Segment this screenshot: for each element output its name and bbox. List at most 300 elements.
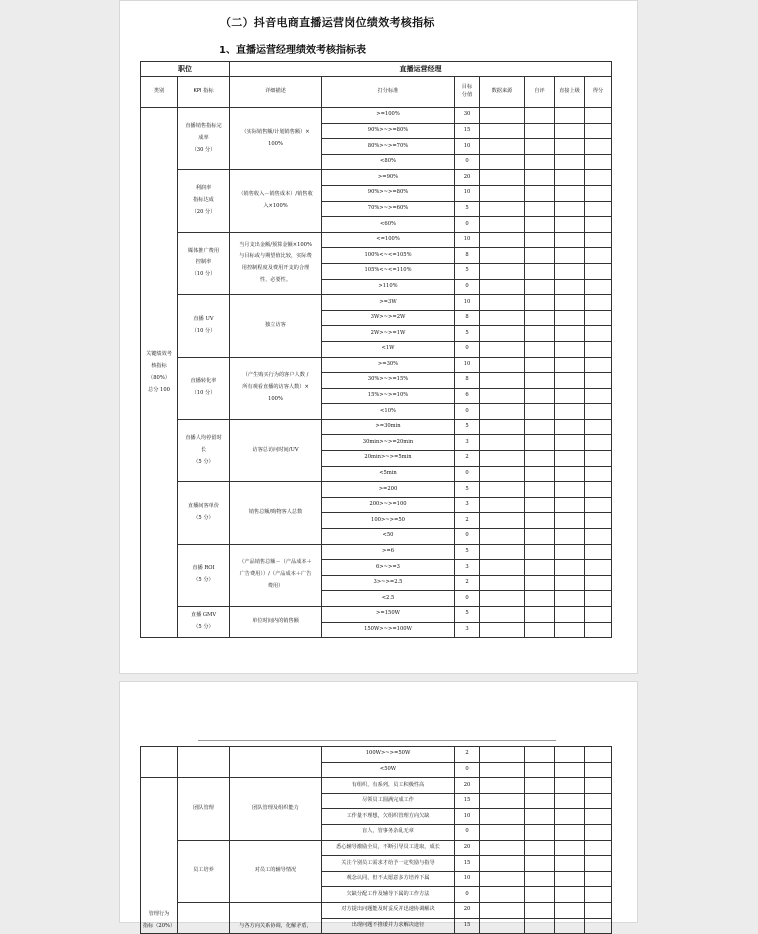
superior-eval-cell [555, 419, 585, 435]
scoring-criterion: <1W [322, 341, 455, 357]
self-eval-cell [525, 435, 555, 451]
scoring-criterion: 100>~>=50 [322, 513, 455, 529]
self-eval-cell [525, 341, 555, 357]
data-source-cell [480, 201, 525, 217]
scoring-criterion: 盲人，管事务杂乱无章 [322, 824, 455, 840]
kpi-name-text: 利润率 [195, 185, 212, 192]
score-cell [585, 185, 612, 201]
scoring-criterion: 欠缺分配工作及辅导下属的工作方法 [322, 887, 455, 903]
table-row [141, 170, 612, 186]
score-cell [585, 232, 612, 248]
self-eval-cell [525, 279, 555, 295]
kpi-description-text: 销售总额/购物客人总数 [248, 508, 303, 515]
kpi-name-text: 长 [200, 446, 207, 453]
score-cell [585, 170, 612, 186]
data-source-cell [480, 762, 525, 778]
column-header-kpi: KPI 指标 [178, 77, 230, 108]
kpi-name-text: 直播人均停留时 [185, 434, 222, 441]
table-row [141, 357, 612, 373]
scoring-criterion: 观念认同，但不太愿意多方培养下属 [322, 871, 455, 887]
scoring-criterion: >=30min [322, 419, 455, 435]
kpi-name-text: （5 分） [193, 624, 214, 631]
score-cell [585, 357, 612, 373]
target-score: 10 [455, 232, 480, 248]
self-eval-cell [525, 918, 555, 934]
kpi-description-text: （销售收入－销售成本）/销售收 [238, 191, 313, 198]
kpi-name-cell [178, 607, 230, 638]
self-eval-cell [525, 778, 555, 794]
superior-eval-cell [555, 824, 585, 840]
data-source-cell [480, 217, 525, 233]
kpi-description-text: 访客总访问时间/UV [252, 446, 299, 453]
self-eval-cell [525, 248, 555, 264]
target-score: 20 [455, 840, 480, 856]
self-eval-cell [525, 295, 555, 311]
kpi-name-cell [178, 295, 230, 357]
scoring-criterion: <=100% [322, 232, 455, 248]
column-header-scoring: 打分标准 [322, 77, 455, 108]
superior-eval-cell [555, 185, 585, 201]
kpi-name-text: 直播 ROI [192, 565, 215, 572]
target-score: 2 [455, 513, 480, 529]
self-eval-cell [525, 591, 555, 607]
scoring-criterion: 2W>~>=1W [322, 326, 455, 342]
superior-eval-cell [555, 856, 585, 872]
kpi-name-text: （10 分） [191, 271, 216, 278]
table-row [141, 840, 612, 856]
kpi-description-text: （实际销售额/计划销售额）× [241, 128, 310, 135]
target-score: 0 [455, 529, 480, 545]
self-eval-cell [525, 887, 555, 903]
data-source-cell [480, 824, 525, 840]
category-text: 总分 100 [148, 386, 170, 393]
target-score: 2 [455, 451, 480, 467]
column-header-data-source: 数据来源 [480, 77, 525, 108]
self-eval-cell [525, 419, 555, 435]
data-source-cell [480, 435, 525, 451]
data-source-cell [480, 170, 525, 186]
scoring-criterion: >=6 [322, 544, 455, 560]
target-score: 0 [455, 466, 480, 482]
scoring-criterion: <2.5 [322, 591, 455, 607]
self-eval-cell [525, 466, 555, 482]
score-cell [585, 263, 612, 279]
table-row [141, 419, 612, 435]
data-source-cell [480, 778, 525, 794]
data-source-cell [480, 326, 525, 342]
data-source-cell [480, 341, 525, 357]
target-score: 0 [455, 154, 480, 170]
target-score: 0 [455, 279, 480, 295]
target-score: 20 [455, 170, 480, 186]
target-score: 5 [455, 482, 480, 498]
table-row [141, 778, 612, 794]
kpi-name-text: （10 分） [191, 327, 216, 334]
kpi-description-text: 单位时间内的销售额 [252, 618, 299, 625]
kpi-description-cell [230, 778, 322, 840]
data-source-cell [480, 482, 525, 498]
self-eval-cell [525, 544, 555, 560]
kpi-description-text: 团队管理及组织能力 [252, 804, 299, 811]
score-cell [585, 404, 612, 420]
kpi-name-cell [178, 419, 230, 481]
target-score: 0 [455, 217, 480, 233]
self-eval-cell [525, 123, 555, 139]
superior-eval-cell [555, 793, 585, 809]
superior-eval-cell [555, 435, 585, 451]
superior-eval-cell [555, 622, 585, 638]
column-header-superior: 直接上级 [555, 77, 585, 108]
scoring-criterion: <50W [322, 762, 455, 778]
data-source-cell [480, 591, 525, 607]
kpi-name-text: （30 分） [191, 146, 216, 153]
category-text: 关键绩效考 [146, 350, 172, 357]
category-text: 管理行为 [148, 911, 170, 918]
data-source-cell [480, 295, 525, 311]
target-score: 0 [455, 404, 480, 420]
target-score: 15 [455, 856, 480, 872]
superior-eval-cell [555, 451, 585, 467]
table-row [141, 232, 612, 248]
self-eval-cell [525, 482, 555, 498]
data-source-cell [480, 809, 525, 825]
table-row [141, 747, 612, 763]
data-source-cell [480, 139, 525, 155]
kpi-table [140, 61, 612, 638]
kpi-description-text: （产生购买行为的客户人数 / [242, 372, 309, 379]
superior-eval-cell [555, 482, 585, 498]
superior-eval-cell [555, 747, 585, 763]
table-row [141, 482, 612, 498]
kpi-description-text: 对员工的辅导情况 [254, 867, 297, 874]
section-title: （二）抖音电商直播运营岗位绩效考核指标 [220, 16, 435, 29]
kpi-description-cell [230, 232, 322, 294]
superior-eval-cell [555, 591, 585, 607]
data-source-cell [480, 263, 525, 279]
superior-eval-cell [555, 404, 585, 420]
kpi-name-cell [178, 747, 230, 778]
target-score: 0 [455, 887, 480, 903]
kpi-name-text: 直播转化率 [190, 378, 217, 385]
kpi-name-text: 指标达成 [193, 197, 214, 204]
scoring-criterion: >=90% [322, 170, 455, 186]
kpi-description-cell [230, 419, 322, 481]
score-cell [585, 482, 612, 498]
data-source-cell [480, 310, 525, 326]
scoring-criterion: 100W>~>=50W [322, 747, 455, 763]
kpi-description-text: 与各方向关系协调，化解矛盾， [239, 923, 312, 930]
scoring-criterion: <80% [322, 154, 455, 170]
data-source-cell [480, 154, 525, 170]
superior-eval-cell [555, 560, 585, 576]
superior-eval-cell [555, 918, 585, 934]
column-header-score: 得分 [585, 77, 612, 108]
score-cell [585, 497, 612, 513]
scoring-criterion: <10% [322, 404, 455, 420]
scoring-criterion: >=30% [322, 357, 455, 373]
kpi-name-text: 控制率 [195, 259, 212, 266]
scoring-criterion: <60% [322, 217, 455, 233]
target-score: 15 [455, 793, 480, 809]
data-source-cell [480, 373, 525, 389]
score-cell [585, 201, 612, 217]
superior-eval-cell [555, 326, 585, 342]
data-source-cell [480, 560, 525, 576]
score-cell [585, 887, 612, 903]
kpi-description-cell [230, 544, 322, 606]
document-page-1 [119, 0, 638, 674]
score-cell [585, 918, 612, 934]
kpi-name-cell [178, 778, 230, 840]
table-row [141, 295, 612, 311]
scoring-criterion: 80%>~>=70% [322, 139, 455, 155]
score-cell [585, 575, 612, 591]
score-cell [585, 451, 612, 467]
kpi-description-text: 用控制程度及费用开支的合理 [241, 265, 310, 272]
scoring-criterion: 悉心辅导激励全员，不断引导员工进取，成长 [322, 840, 455, 856]
target-score: 6 [455, 388, 480, 404]
score-cell [585, 591, 612, 607]
kpi-name-cell [178, 840, 230, 902]
target-score: 8 [455, 373, 480, 389]
column-header-category: 类别 [141, 77, 178, 108]
kpi-description-text: 100% [268, 396, 283, 403]
scoring-criterion: 关注个别员工需求才给予一定奖励与指导 [322, 856, 455, 872]
superior-eval-cell [555, 170, 585, 186]
superior-eval-cell [555, 123, 585, 139]
data-source-cell [480, 918, 525, 934]
position-label: 职位 [141, 62, 230, 77]
superior-eval-cell [555, 840, 585, 856]
column-header-description: 详细描述 [230, 77, 322, 108]
kpi-name-cell [178, 357, 230, 419]
self-eval-cell [525, 793, 555, 809]
score-cell [585, 139, 612, 155]
kpi-name-cell [178, 170, 230, 232]
score-cell [585, 373, 612, 389]
superior-eval-cell [555, 544, 585, 560]
kpi-name-text: 直播销售指标完 [185, 122, 222, 129]
category-cell [141, 778, 178, 934]
scoring-criterion: 200>~>=100 [322, 497, 455, 513]
column-header-self-eval: 自评 [525, 77, 555, 108]
kpi-description-text: 入×100% [263, 203, 288, 210]
scoring-criterion: 有组织，有系列，员工积极性高 [322, 778, 455, 794]
target-score: 0 [455, 341, 480, 357]
target-score: 30 [455, 108, 480, 124]
target-score: 5 [455, 544, 480, 560]
target-score: 5 [455, 419, 480, 435]
superior-eval-cell [555, 373, 585, 389]
superior-eval-cell [555, 139, 585, 155]
self-eval-cell [525, 871, 555, 887]
table-row [141, 108, 612, 124]
data-source-cell [480, 185, 525, 201]
score-cell [585, 341, 612, 357]
data-source-cell [480, 108, 525, 124]
score-cell [585, 840, 612, 856]
self-eval-cell [525, 560, 555, 576]
score-cell [585, 295, 612, 311]
target-score: 10 [455, 185, 480, 201]
superior-eval-cell [555, 263, 585, 279]
self-eval-cell [525, 201, 555, 217]
self-eval-cell [525, 824, 555, 840]
superior-eval-cell [555, 388, 585, 404]
target-label: 目标 [461, 84, 473, 91]
self-eval-cell [525, 497, 555, 513]
self-eval-cell [525, 310, 555, 326]
scoring-criterion: 105%<~<=110% [322, 263, 455, 279]
kpi-description-text: （产品销售总额－（产品成本＋ [239, 559, 312, 566]
superior-eval-cell [555, 809, 585, 825]
kpi-description-text: 广告费用））/（产品成本＋广告 [239, 571, 312, 578]
kpi-name-cell [178, 108, 230, 170]
superior-eval-cell [555, 154, 585, 170]
score-cell [585, 793, 612, 809]
data-source-cell [480, 497, 525, 513]
superior-eval-cell [555, 529, 585, 545]
score-cell [585, 762, 612, 778]
score-cell [585, 279, 612, 295]
superior-eval-cell [555, 778, 585, 794]
superior-eval-cell [555, 201, 585, 217]
kpi-description-text: 费用） [267, 583, 284, 590]
kpi-name-text: （5 分） [193, 458, 214, 465]
self-eval-cell [525, 404, 555, 420]
scoring-criterion: >=100% [322, 108, 455, 124]
superior-eval-cell [555, 607, 585, 623]
score-cell [585, 513, 612, 529]
data-source-cell [480, 747, 525, 763]
data-source-cell [480, 793, 525, 809]
kpi-name-cell [178, 482, 230, 544]
kpi-description-cell [230, 747, 322, 778]
target-score: 0 [455, 762, 480, 778]
self-eval-cell [525, 108, 555, 124]
superior-eval-cell [555, 310, 585, 326]
data-source-cell [480, 575, 525, 591]
superior-eval-cell [555, 217, 585, 233]
score-cell [585, 607, 612, 623]
kpi-name-text: （5 分） [193, 514, 214, 521]
data-source-cell [480, 123, 525, 139]
score-cell [585, 248, 612, 264]
kpi-description-cell [230, 607, 322, 638]
target-score: 10 [455, 139, 480, 155]
score-cell [585, 778, 612, 794]
target-score: 5 [455, 201, 480, 217]
scoring-criterion: 15%>~>=10% [322, 388, 455, 404]
score-cell [585, 154, 612, 170]
kpi-name-cell [178, 544, 230, 606]
kpi-description-cell [230, 840, 322, 902]
superior-eval-cell [555, 575, 585, 591]
data-source-cell [480, 388, 525, 404]
scoring-criterion: <50 [322, 529, 455, 545]
category-text: （80%） [148, 374, 170, 381]
self-eval-cell [525, 575, 555, 591]
score-cell [585, 123, 612, 139]
kpi-description-cell [230, 170, 322, 232]
target-score: 5 [455, 263, 480, 279]
header-row-position [141, 62, 612, 77]
target-score: 15 [455, 123, 480, 139]
position-value: 直播运营经理 [230, 62, 612, 77]
table-row [141, 607, 612, 623]
score-cell [585, 310, 612, 326]
self-eval-cell [525, 217, 555, 233]
kpi-name-cell [178, 902, 230, 933]
self-eval-cell [525, 856, 555, 872]
scoring-criterion: 6>~>=3 [322, 560, 455, 576]
superior-eval-cell [555, 762, 585, 778]
data-source-cell [480, 887, 525, 903]
kpi-name-text: 直播间客单价 [187, 502, 220, 509]
scoring-criterion: 尽领员工圆满完成工作 [322, 793, 455, 809]
target-score: 5 [455, 326, 480, 342]
score-cell [585, 560, 612, 576]
scoring-criterion: 90%>~>=80% [322, 123, 455, 139]
table-row [141, 544, 612, 560]
self-eval-cell [525, 170, 555, 186]
score-cell [585, 419, 612, 435]
kpi-description-text: 当月支出金额/预算金额×100% [239, 241, 312, 248]
target-score: 2 [455, 747, 480, 763]
kpi-name-text: 团队管理 [193, 804, 214, 811]
kpi-name-text: （10 分） [191, 390, 216, 397]
kpi-description-cell [230, 482, 322, 544]
scoring-criterion: >=3W [322, 295, 455, 311]
score-cell [585, 544, 612, 560]
scoring-criterion: 100%<~<=105% [322, 248, 455, 264]
kpi-name-text: 员工培养 [193, 867, 214, 874]
data-source-cell [480, 544, 525, 560]
self-eval-cell [525, 607, 555, 623]
superior-eval-cell [555, 295, 585, 311]
superior-eval-cell [555, 887, 585, 903]
scoring-criterion: 30min>~>=20min [322, 435, 455, 451]
score-cell [585, 466, 612, 482]
kpi-description-cell [230, 357, 322, 419]
header-row-columns [141, 77, 612, 108]
target-score: 10 [455, 295, 480, 311]
score-cell [585, 622, 612, 638]
target-score: 0 [455, 824, 480, 840]
superior-eval-cell [555, 513, 585, 529]
data-source-cell [480, 856, 525, 872]
kpi-description-cell [230, 902, 322, 933]
data-source-cell [480, 871, 525, 887]
self-eval-cell [525, 263, 555, 279]
target-score: 10 [455, 357, 480, 373]
category-text: 核指标 [151, 362, 167, 369]
kpi-description-text: 所有观看直播的访客人数）× [242, 384, 309, 391]
score-cell [585, 435, 612, 451]
data-source-cell [480, 451, 525, 467]
kpi-description-text: 性、必要性。 [259, 277, 292, 284]
scoring-criterion: >=200 [322, 482, 455, 498]
superior-eval-cell [555, 232, 585, 248]
kpi-name-text: 直播 GMV [190, 612, 217, 619]
target-score: 3 [455, 560, 480, 576]
data-source-cell [480, 607, 525, 623]
target-score: 15 [455, 918, 480, 934]
score-cell [585, 529, 612, 545]
score-cell [585, 809, 612, 825]
self-eval-cell [525, 840, 555, 856]
target-score: 3 [455, 497, 480, 513]
